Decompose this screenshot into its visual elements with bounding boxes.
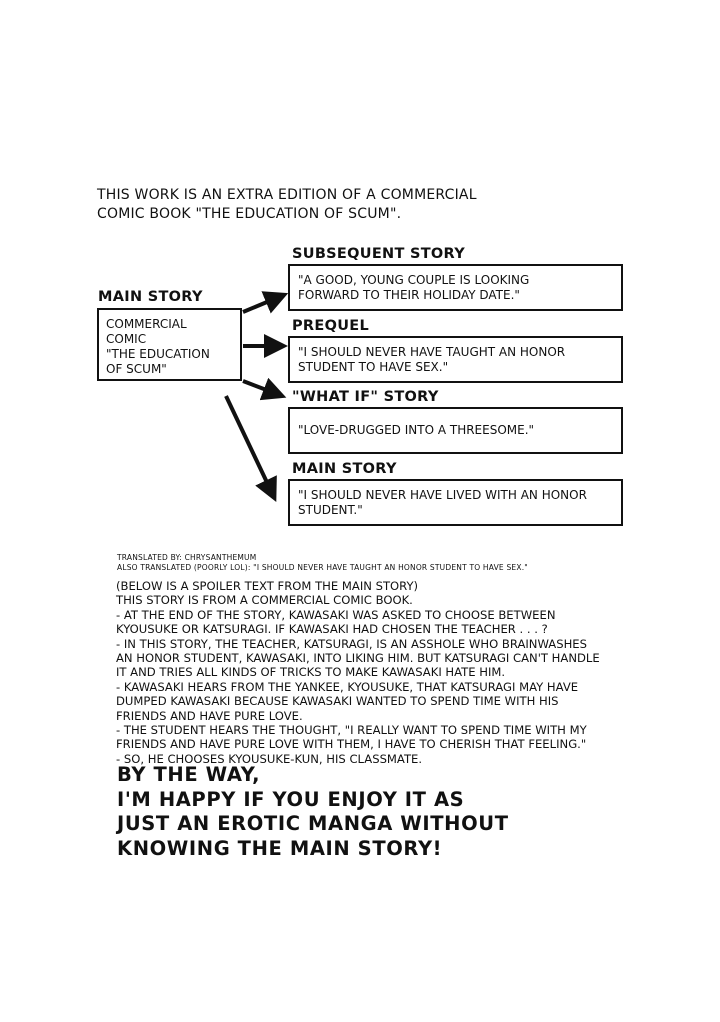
- target-line: STUDENT.": [298, 503, 363, 517]
- spoiler-line: FRIENDS AND HAVE PURE LOVE.: [116, 708, 303, 723]
- target-line: "I SHOULD NEVER HAVE LIVED WITH AN HONOR: [298, 488, 587, 502]
- translator-credit: TRANSLATED BY: CHRYSANTHEMUM: [117, 553, 257, 562]
- target-heading: PREQUEL: [292, 318, 370, 334]
- spoiler-line: (BELOW IS A SPOILER TEXT FROM THE MAIN STORY): [116, 579, 419, 593]
- source-box: [97, 308, 242, 381]
- closing-line: KNOWING THE MAIN STORY!: [117, 836, 443, 860]
- intro-line: THIS WORK IS AN EXTRA EDITION OF A COMMERCIAL: [97, 187, 477, 203]
- arrow-to-subsequent: [243, 297, 279, 312]
- closing-line: JUST AN EROTIC MANGA WITHOUT: [117, 812, 509, 835]
- spoiler-line: KYOUSUKE OR KATSURAGI. IF KAWASAKI HAD CHOSEN THE TEACHER . . . ?: [116, 622, 548, 637]
- spoiler-line: AN HONOR STUDENT, KAWASAKI, INTO LIKING HIM. BUT KATSURAGI CAN'T HANDLE: [116, 651, 600, 666]
- target-heading: SUBSEQUENT STORY: [292, 246, 466, 262]
- target-box: [288, 264, 623, 311]
- spoiler-line: - SO, HE CHOOSES KYOUSUKE-KUN, HIS CLASSMATE.: [116, 751, 423, 766]
- source-heading: MAIN STORY: [98, 289, 203, 305]
- target-line: STUDENT TO HAVE SEX.": [298, 360, 449, 374]
- spoiler-line: - THE STUDENT HEARS THE THOUGHT, "I REALLY WANT TO SPEND TIME WITH MY: [116, 723, 587, 738]
- target-box: [288, 336, 623, 383]
- spoiler-line: - AT THE END OF THE STORY, KAWASAKI WAS ASKED TO CHOOSE BETWEEN: [116, 607, 556, 622]
- target-line: "LOVE-DRUGGED INTO A THREESOME.": [298, 423, 535, 437]
- arrow-to-what-if: [243, 381, 277, 394]
- spoiler-text: [116, 579, 676, 766]
- target-box: [288, 479, 623, 526]
- source-line: COMMERCIAL: [106, 317, 187, 331]
- source-line: COMIC: [106, 332, 147, 346]
- target-line: "A GOOD, YOUNG COUPLE IS LOOKING: [298, 273, 530, 287]
- target-line: FORWARD TO THEIR HOLIDAY DATE.": [298, 288, 520, 302]
- spoiler-line: - IN THIS STORY, THE TEACHER, KATSURAGI, IS AN ASSHOLE WHO BRAINWASHES: [116, 636, 587, 651]
- closing-message: [117, 763, 509, 861]
- target-heading: "WHAT IF" STORY: [292, 389, 439, 405]
- source-line: OF SCUM": [106, 362, 167, 376]
- intro-line: COMIC BOOK "THE EDUCATION OF SCUM".: [97, 206, 402, 222]
- spoiler-line: IT AND TRIES ALL KINDS OF TRICKS TO MAKE KAWASAKI HATE HIM.: [116, 665, 506, 680]
- arrow-to-main: [226, 396, 272, 493]
- also-translated-credit: ALSO TRANSLATED (POORLY LOL): "I SHOULD NEVER HAVE TAUGHT AN HONOR STUDENT TO HAVE SEX.": [117, 563, 528, 572]
- spoiler-line: FRIENDS AND HAVE PURE LOVE WITH THEM, I HAVE TO CHERISH THAT FEELING.": [116, 737, 587, 752]
- closing-line: BY THE WAY,: [117, 763, 261, 786]
- closing-line: I'M HAPPY IF YOU ENJOY IT AS: [117, 787, 465, 811]
- spoiler-line: - KAWASAKI HEARS FROM THE YANKEE, KYOUSUKE, THAT KATSURAGI MAY HAVE: [116, 679, 579, 694]
- target-box: [288, 407, 623, 454]
- spoiler-line: DUMPED KAWASAKI BECAUSE KAWASAKI WANTED TO SPEND TIME WITH HIS: [116, 694, 559, 709]
- target-heading: MAIN STORY: [292, 461, 397, 477]
- spoiler-line: THIS STORY IS FROM A COMMERCIAL COMIC BOOK.: [116, 593, 413, 608]
- source-line: "THE EDUCATION: [106, 347, 210, 361]
- target-line: "I SHOULD NEVER HAVE TAUGHT AN HONOR: [298, 345, 566, 359]
